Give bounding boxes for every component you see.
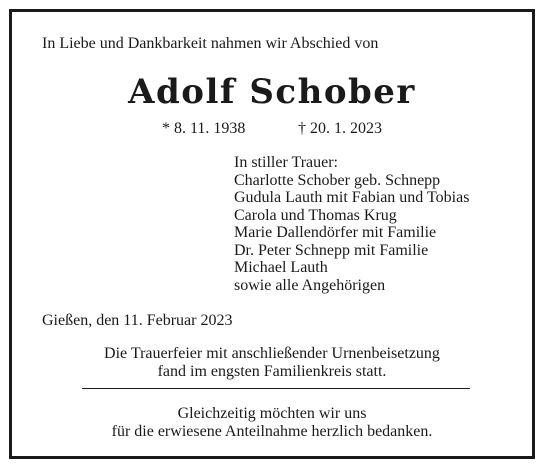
thanks-line: Gleichzeitig möchten wir uns (177, 405, 367, 422)
intro-text: In Liebe und Dankbarkeit nahmen wir Abschied von (42, 35, 379, 52)
thanks-note (12, 405, 532, 440)
mourner-name: Dr. Peter Schnepp mit Familie (234, 241, 429, 259)
place-and-date: Gießen, den 11. Februar 2023 (42, 312, 233, 329)
funeral-line: Die Trauerfeier mit anschließender Urnenbeisetzung (104, 345, 440, 362)
thanks-line: für die erwiesene Anteilnahme herzlich bedanken. (111, 422, 433, 440)
mourner-name: Marie Dallendörfer mit Familie (234, 224, 437, 241)
mourner-name: sowie alle Angehörigen (234, 276, 386, 294)
mourner-name: Charlotte Schober geb. Schnepp (234, 171, 441, 189)
funeral-note (12, 345, 532, 380)
mourner-name: Gudula Lauth mit Fabian und Tobias (234, 189, 470, 206)
obituary-notice (9, 9, 535, 459)
mourner-name: Michael Lauth (234, 259, 328, 276)
funeral-line: fand im engsten Familienkreis statt. (157, 362, 387, 380)
mourner-name: Carola und Thomas Krug (234, 206, 397, 224)
deceased-name: Adolf Schober (128, 72, 416, 112)
divider-line (82, 388, 470, 389)
death-date: † 20. 1. 2023 (298, 120, 382, 137)
mourners-list (234, 154, 469, 294)
mourners-heading: In stiller Trauer: (234, 154, 338, 171)
birth-date: * 8. 11. 1938 (162, 120, 246, 137)
